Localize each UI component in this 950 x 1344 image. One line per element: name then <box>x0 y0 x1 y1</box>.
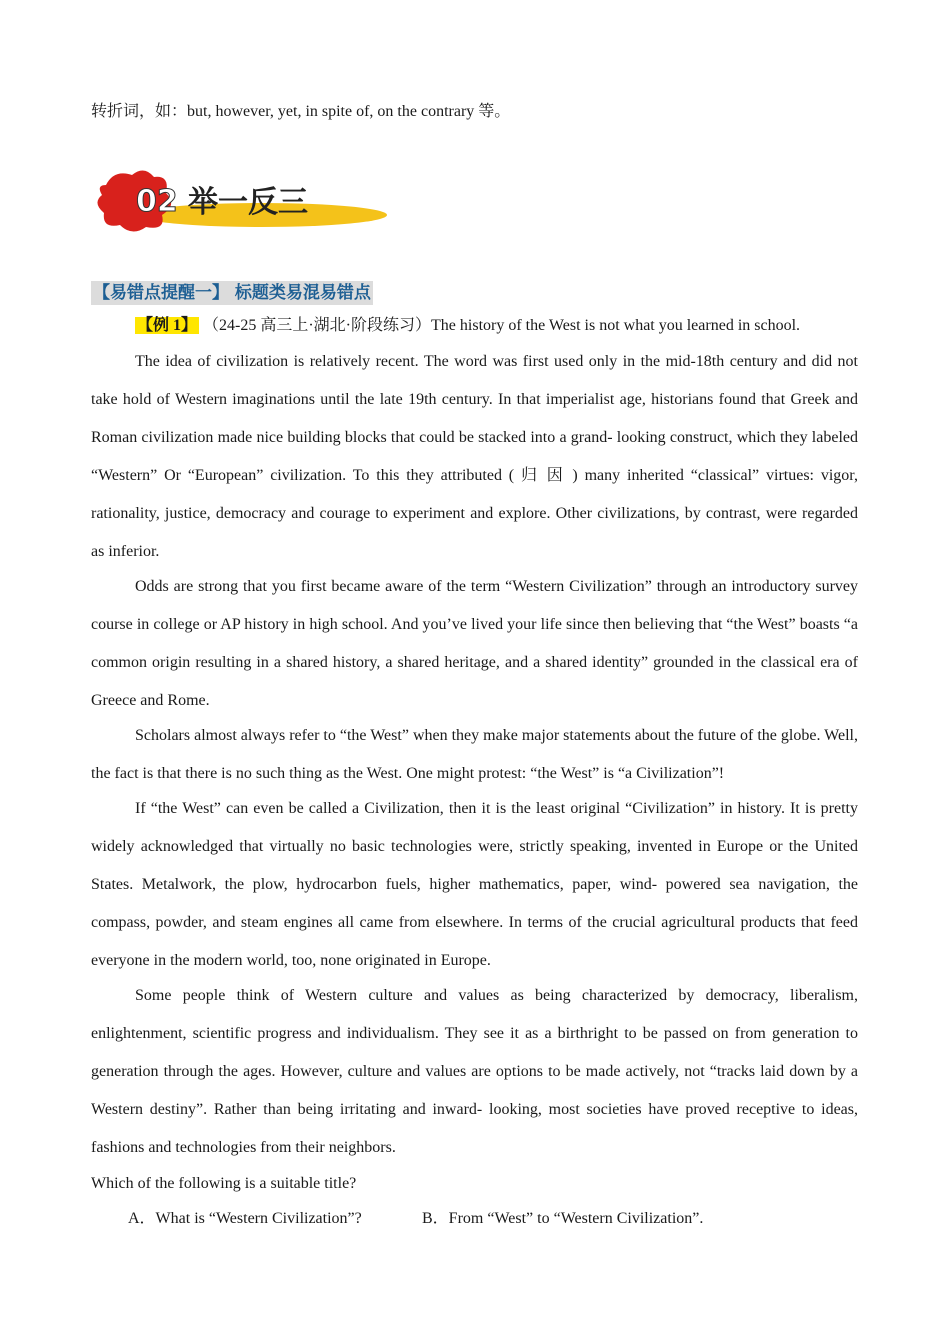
option-b[interactable]: B．From “West” to “Western Civilization”. <box>422 1210 704 1227</box>
option-a[interactable]: A．What is “Western Civilization”? <box>128 1210 362 1227</box>
section-title: 【易错点提醒一】 标题类易混易错点 <box>93 283 371 303</box>
example-source: （24-25 高三上·湖北·阶段练习） <box>203 317 432 334</box>
passage <box>91 343 858 1164</box>
paragraph: Odds are strong that you first became aware of the term “Western Civilization” through an introductory survey course in college or AP history in high school. And you’ve lived your life since then believing that “the West” boasts “a common origin resulting in a shared history, a shared heritage, and a shared identity” grounded in the classical era of Greece and Rome. <box>91 578 858 709</box>
example-header <box>135 315 800 337</box>
answer-options <box>128 1208 828 1230</box>
example-tag: 【例 1】 <box>137 317 198 334</box>
section-banner <box>92 165 392 237</box>
paragraph: Scholars almost always refer to “the West” when they make major statements about the future of the globe. Well, the fact is that there is no such thing as the West. One might protest: “the West” is “a Civilization”! <box>91 727 858 782</box>
paragraph: Some people think of Western culture and values as being characterized by democracy, liberalism, enlightenment, scientific progress and individualism. They see it as a birthright to be passed on from generation to generation through the ages. However, culture and values are options to be made actively, not “tracks laid down by a Western destiny”. Rather than being irritating and inward- looking, most societies have proved receptive to ideas, fashions and technologies from their neighbors. <box>91 987 858 1156</box>
intro-line: 转折词，如：but, however, yet, in spite of, on the contrary 等。 <box>91 103 511 120</box>
banner-number: 02 <box>136 184 178 219</box>
banner-title: 举一反三 <box>188 185 308 220</box>
paragraph: If “the West” can even be called a Civilization, then it is the least original “Civilization” in history. It is pretty widely acknowledged that virtually no basic technologies were, strictly speaking, invented in Europe or the United States. Metalwork, the plow, hydrocarbon fuels, higher mathematics, paper, wind- powered sea navigation, the compass, powder, and steam engines all came from elsewhere. In terms of the crucial agricultural products that feed everyone in the modern world, too, none originated in Europe. <box>91 800 858 969</box>
example-title: The history of the West is not what you learned in school. <box>431 317 801 334</box>
paragraph: The idea of civilization is relatively recent. The word was first used only in the mid-18th century and did not take hold of Western imaginations until the late 19th century. In that imperialist age, historians found that Greek and Roman civilization made nice building blocks that could be stacked into a grand- looking construct, which they labeled “Western” Or “European” civilization. To this they attributed ( 归 因 ) many inherited “classical” virtues: vigor, rationality, justice, democracy and courage to experiment and explore. Other civilizations, by contrast, were regarded as inferior. <box>91 353 858 560</box>
question: Which of the following is a suitable title? <box>91 1175 357 1192</box>
